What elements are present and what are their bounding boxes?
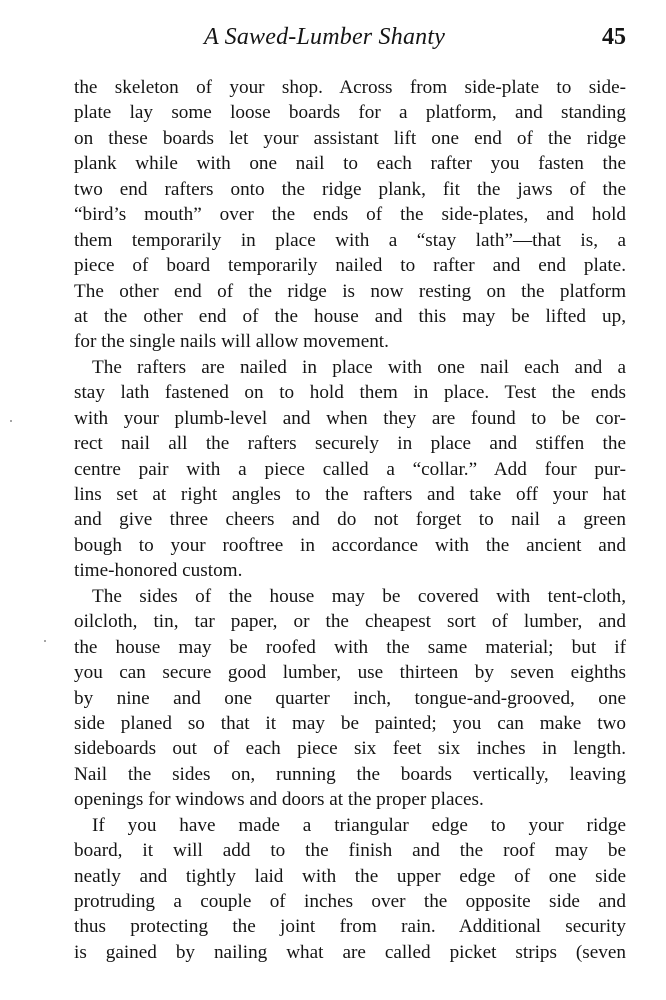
text-line: The sides of the house may be covered with tent-cloth, bbox=[92, 585, 626, 607]
text-line: side planed so that it may be painted; you can make two bbox=[74, 712, 626, 734]
text-line: centre pair with a piece called a “collar.” Add four pur- bbox=[74, 458, 626, 480]
text-line: The other end of the ridge is now resting on the platform bbox=[74, 280, 626, 302]
text-line: time-honored custom. bbox=[74, 560, 243, 582]
text-line: rect nail all the rafters securely in place and stiffen the bbox=[74, 433, 626, 455]
text-line: lins set at right angles to the rafters and take off your hat bbox=[74, 484, 626, 505]
text-line: at the other end of the house and this may be lifted up, bbox=[74, 305, 626, 327]
running-head bbox=[74, 20, 626, 54]
text-line: them temporarily in place with a “stay lath”—that is, a bbox=[74, 229, 626, 251]
text-line: sideboards out of each piece six feet six inches in length. bbox=[74, 738, 626, 760]
text-line: on these boards let your assistant lift one end of the ridge bbox=[74, 127, 626, 149]
margin-speck bbox=[44, 640, 46, 642]
text-line: Nail the sides on, running the boards vertically, leaving bbox=[74, 763, 626, 785]
text-line: is gained by nailing what are called picket strips (seven bbox=[74, 941, 626, 963]
body-text bbox=[74, 75, 626, 965]
text-line: The rafters are nailed in place with one nail each and a bbox=[92, 356, 626, 378]
text-line: piece of board temporarily nailed to rafter and end plate. bbox=[74, 255, 626, 277]
text-line: If you have made a triangular edge to your ridge bbox=[92, 814, 626, 836]
text-line: by nine and one quarter inch, tongue-and-grooved, one bbox=[74, 687, 626, 709]
page-number: 45 bbox=[602, 24, 626, 50]
text-line: plank while with one nail to each rafter you fasten the bbox=[74, 153, 626, 175]
running-title: A Sawed-Lumber Shanty bbox=[204, 24, 446, 50]
margin-speck bbox=[10, 420, 12, 422]
text-line: board, it will add to the finish and the roof may be bbox=[74, 840, 626, 862]
text-line: two end rafters onto the ridge plank, fit the jaws of the bbox=[74, 178, 626, 200]
text-line: for the single nails will allow movement. bbox=[74, 331, 389, 353]
text-line: thus protecting the joint from rain. Additional security bbox=[74, 916, 626, 938]
text-line: with your plumb-level and when they are found to be cor- bbox=[74, 407, 626, 429]
text-line: plate lay some loose boards for a platform, and standing bbox=[74, 102, 626, 124]
text-line: “bird’s mouth” over the ends of the side-plates, and hold bbox=[74, 204, 626, 226]
text-line: you can secure good lumber, use thirteen by seven eighths bbox=[74, 662, 626, 684]
text-line: bough to your rooftree in accordance with the ancient and bbox=[74, 534, 626, 556]
text-line: openings for windows and doors at the proper places. bbox=[74, 789, 484, 811]
text-line: and give three cheers and do not forget to nail a green bbox=[74, 509, 626, 531]
text-line: the skeleton of your shop. Across from side-plate to side- bbox=[74, 77, 626, 98]
text-line: protruding a couple of inches over the opposite side and bbox=[74, 891, 626, 912]
text-line: neatly and tightly laid with the upper edge of one side bbox=[74, 865, 626, 887]
text-line: oilcloth, tin, tar paper, or the cheapest sort of lumber, and bbox=[74, 611, 626, 633]
text-line: stay lath fastened on to hold them in place. Test the ends bbox=[74, 382, 626, 404]
text-line: the house may be roofed with the same material; but if bbox=[74, 636, 626, 658]
